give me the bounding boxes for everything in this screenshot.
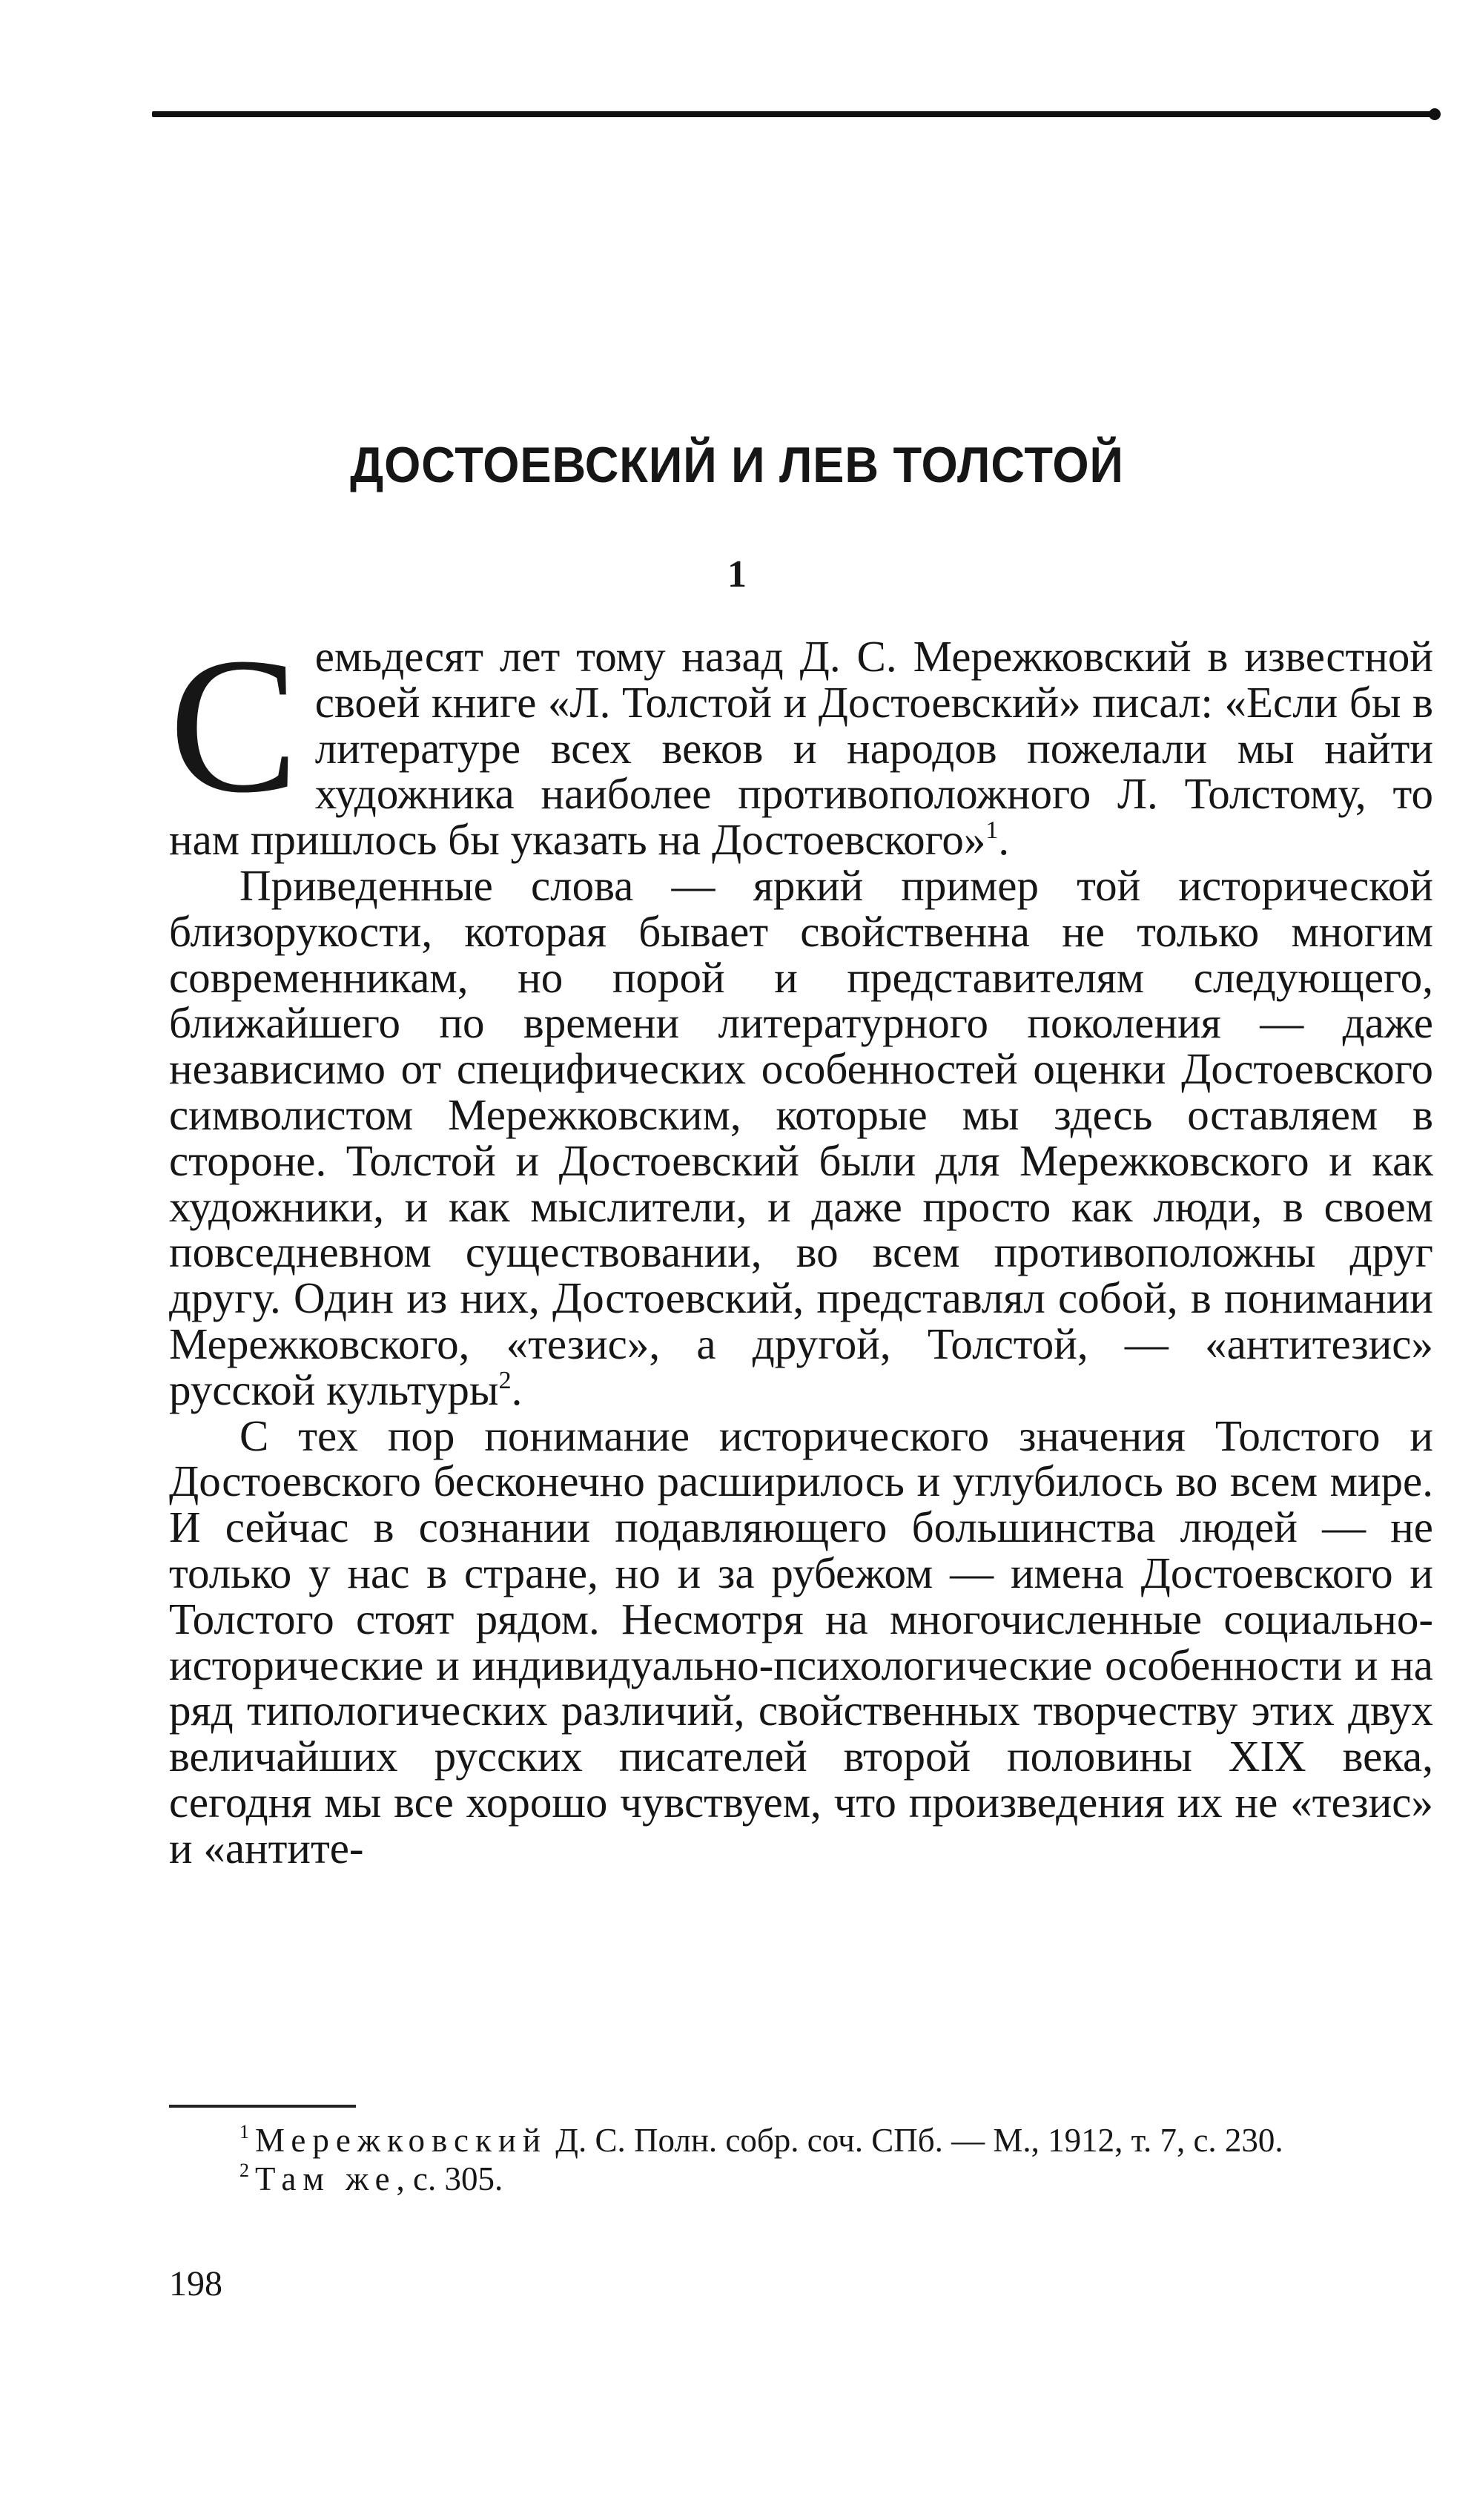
section-number: 1: [727, 553, 747, 596]
footnote-2-author: Там же: [255, 2160, 397, 2197]
page-number: 198: [169, 2264, 222, 2303]
drop-cap: С: [169, 618, 299, 833]
footnote-ref-2[interactable]: 2: [498, 1366, 512, 1394]
footnote-1-author: Мережковский: [255, 2122, 548, 2159]
paragraph-1: [169, 618, 1433, 865]
footnote-mark-2: 2: [239, 2160, 249, 2181]
footnote-ref-1[interactable]: 1: [985, 817, 999, 845]
footnote-1-text: Д. С. Полн. собр. соч. СПб. — М., 1912, т. 7, с. 230.: [555, 2122, 1283, 2159]
paragraph-3-text: С тех пор понимание исторического значения Толстого и Достоевского бесконечно расширилось и углубилось во всем мире. И сейчас в сознании подавляющего большинства людей — не только у нас в стране, но и за рубежом — имена Достоевского и Толстого стоят рядом. Несмотря на многочисленные социальноисторические и индивидуально-психологические особенности и на ряд типологических различий, свойственных творчеству этих двух величайших русских писателей второй половины XIX века, сегодня мы все хорошо чувствуем, что произведения их не «тезис» и «антите-: [169, 1411, 1433, 1873]
footnotes: [169, 2121, 1433, 2198]
paragraph-1-tail: .: [998, 815, 1010, 865]
header-rule: [152, 111, 1435, 117]
footnote-1: [169, 2121, 1433, 2160]
footnote-divider: [169, 2105, 356, 2108]
paragraph-1-text: емьдесят лет тому назад Д. С. Мережковский в известной своей книге «Л. Толстой и Достоевский» писал: «Если бы в литературе всех веков и народов пожелали мы найти художника наиболее противоположного Л. Толстому, то нам пришлось бы указать на Достоевского»: [169, 632, 1433, 865]
paragraph-2: [169, 860, 1433, 1414]
paragraph-2-tail: .: [511, 1365, 523, 1414]
footnote-mark-1: 1: [239, 2121, 249, 2143]
chapter-title: ДОСТОЕВСКИЙ И ЛЕВ ТОЛСТОЙ: [350, 437, 1124, 493]
footnote-2-text: , с. 305.: [396, 2160, 503, 2197]
paragraph-2-text: Приведенные слова — яркий пример той исторической близорукости, которая бывает свойственна не только многим современникам, но порой и представителям следующего, ближайшего по времени литературного поколения — даже независимо от специфических особенностей оценки Достоевского символистом Мережковским, которые мы здесь оставляем в стороне. Толстой и Достоевский были для Мережковского и как художники, и как мыслители, и даже просто как люди, в своем повседневном существовании, во всем противоположны друг другу. Один из них, Достоевский, представлял собой, в понимании Мережковского, «тезис», а другой, Толстой, — «антитезис» русской культуры: [169, 860, 1433, 1414]
paragraph-3: [169, 1411, 1433, 1873]
footnote-2: [169, 2160, 1433, 2198]
body-text: [169, 618, 1433, 1873]
